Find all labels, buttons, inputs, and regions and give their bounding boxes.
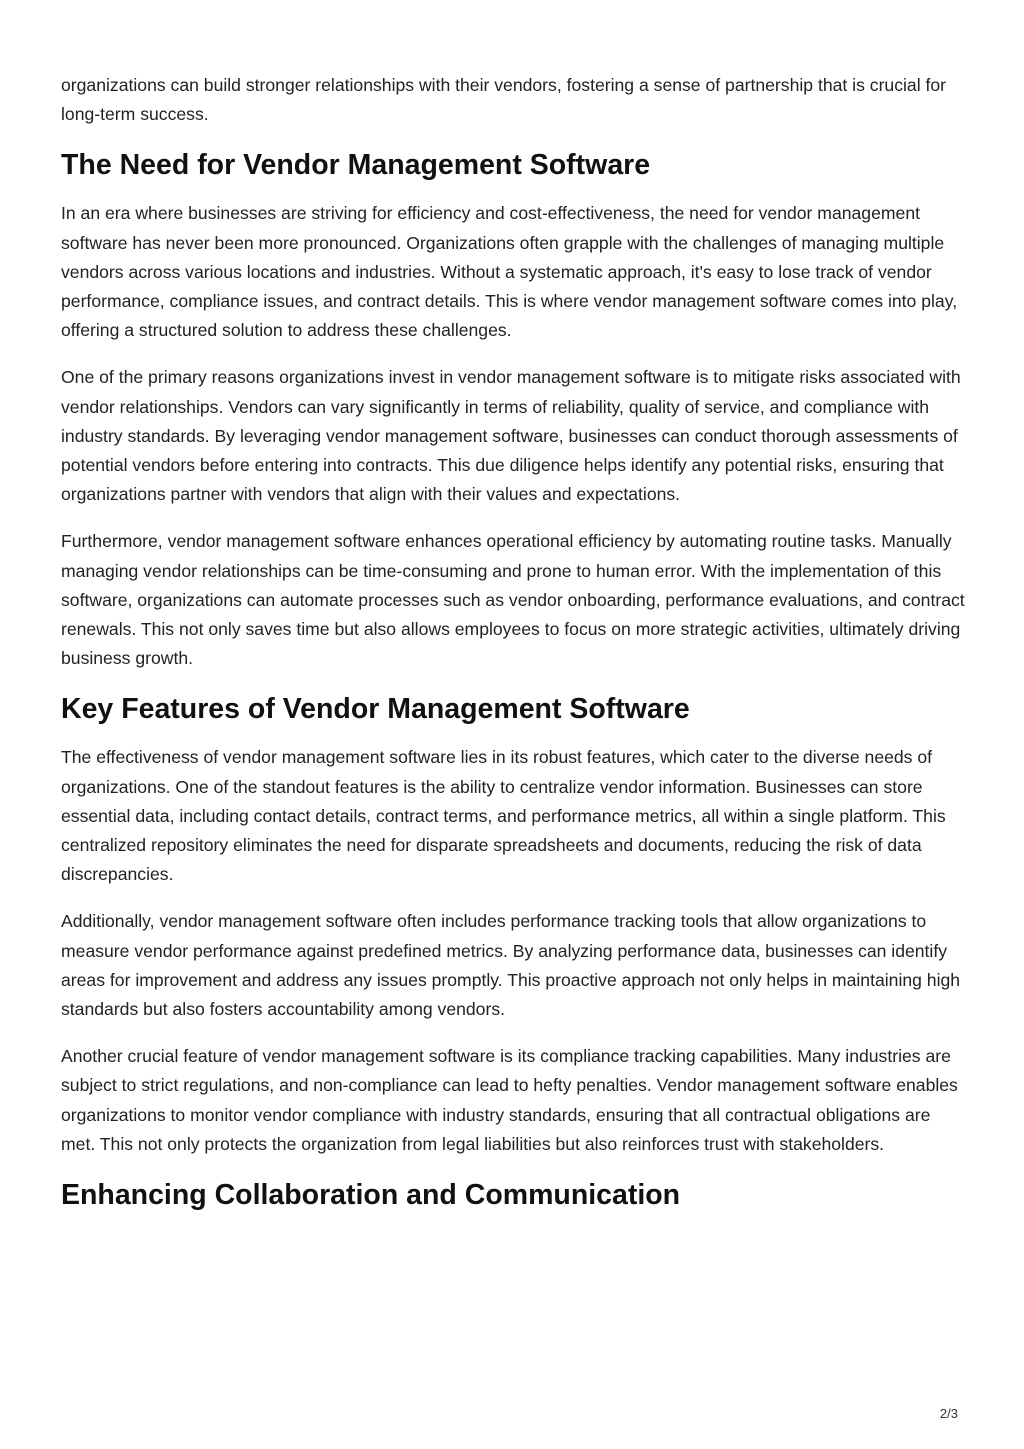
paragraph: Another crucial feature of vendor management software is its compliance tracking capabilities. Many industries are subject to strict regulations, and non-compliance can lead to hefty penalties. Vendor management software enables organizations to monitor vendor compliance with industry standards, ensuring that all contractual obligations are met. This not only protects the organization from legal liabilities but also reinforces trust with stakeholders. (61, 1046, 958, 1154)
document-page (61, 71, 966, 1229)
section-heading-need: The Need for Vendor Management Software (61, 149, 651, 182)
paragraph: One of the primary reasons organizations invest in vendor management software is to mitigate risks associated with vendor relationships. Vendors can vary significantly in terms of reliability, quality of service, and compliance with industry standards. By leveraging vendor management software, businesses can conduct thorough assessments of potential vendors before entering into contracts. This due diligence helps identify any potential risks, ensuring that organizations partner with vendors that align with their values and expectations. (61, 367, 961, 505)
page-number: 2/3 (939, 1406, 958, 1421)
intro-paragraph: organizations can build stronger relationships with their vendors, fostering a sense of partnership that is crucial for long-term success. (61, 75, 947, 125)
paragraph: Additionally, vendor management software often includes performance tracking tools that allow organizations to measure vendor performance against predefined metrics. By analyzing performance data, businesses can identify areas for improvement and address any issues promptly. This proactive approach not only helps in maintaining high standards but also fosters accountability among vendors. (61, 911, 961, 1020)
paragraph: In an era where businesses are striving for efficiency and cost-effectiveness, the need for vendor management software has never been more pronounced. Organizations often grapple with the challenges of managing multiple vendors across various locations and industries. Without a systematic approach, it's easy to lose track of vendor performance, compliance issues, and contract details. This is where vendor management software comes into play, offering a structured solution to address these challenges. (61, 203, 958, 341)
paragraph: Furthermore, vendor management software enhances operational efficiency by automating routine tasks. Manually managing vendor relationships can be time-consuming and prone to human error. With the implementation of this software, organizations can automate processes such as vendor onboarding, performance evaluations, and contract renewals. This not only saves time but also allows employees to focus on more strategic activities, ultimately driving business growth. (61, 531, 965, 669)
section-heading-features: Key Features of Vendor Management Software (61, 693, 690, 726)
section-heading-collaboration: Enhancing Collaboration and Communication (61, 1179, 681, 1212)
paragraph: The effectiveness of vendor management software lies in its robust features, which cater to the diverse needs of organizations. One of the standout features is the ability to centralize vendor information. Businesses can store essential data, including contact details, contract terms, and performance metrics, all within a single platform. This centralized repository eliminates the need for disparate spreadsheets and documents, reducing the risk of data discrepancies. (61, 747, 946, 885)
